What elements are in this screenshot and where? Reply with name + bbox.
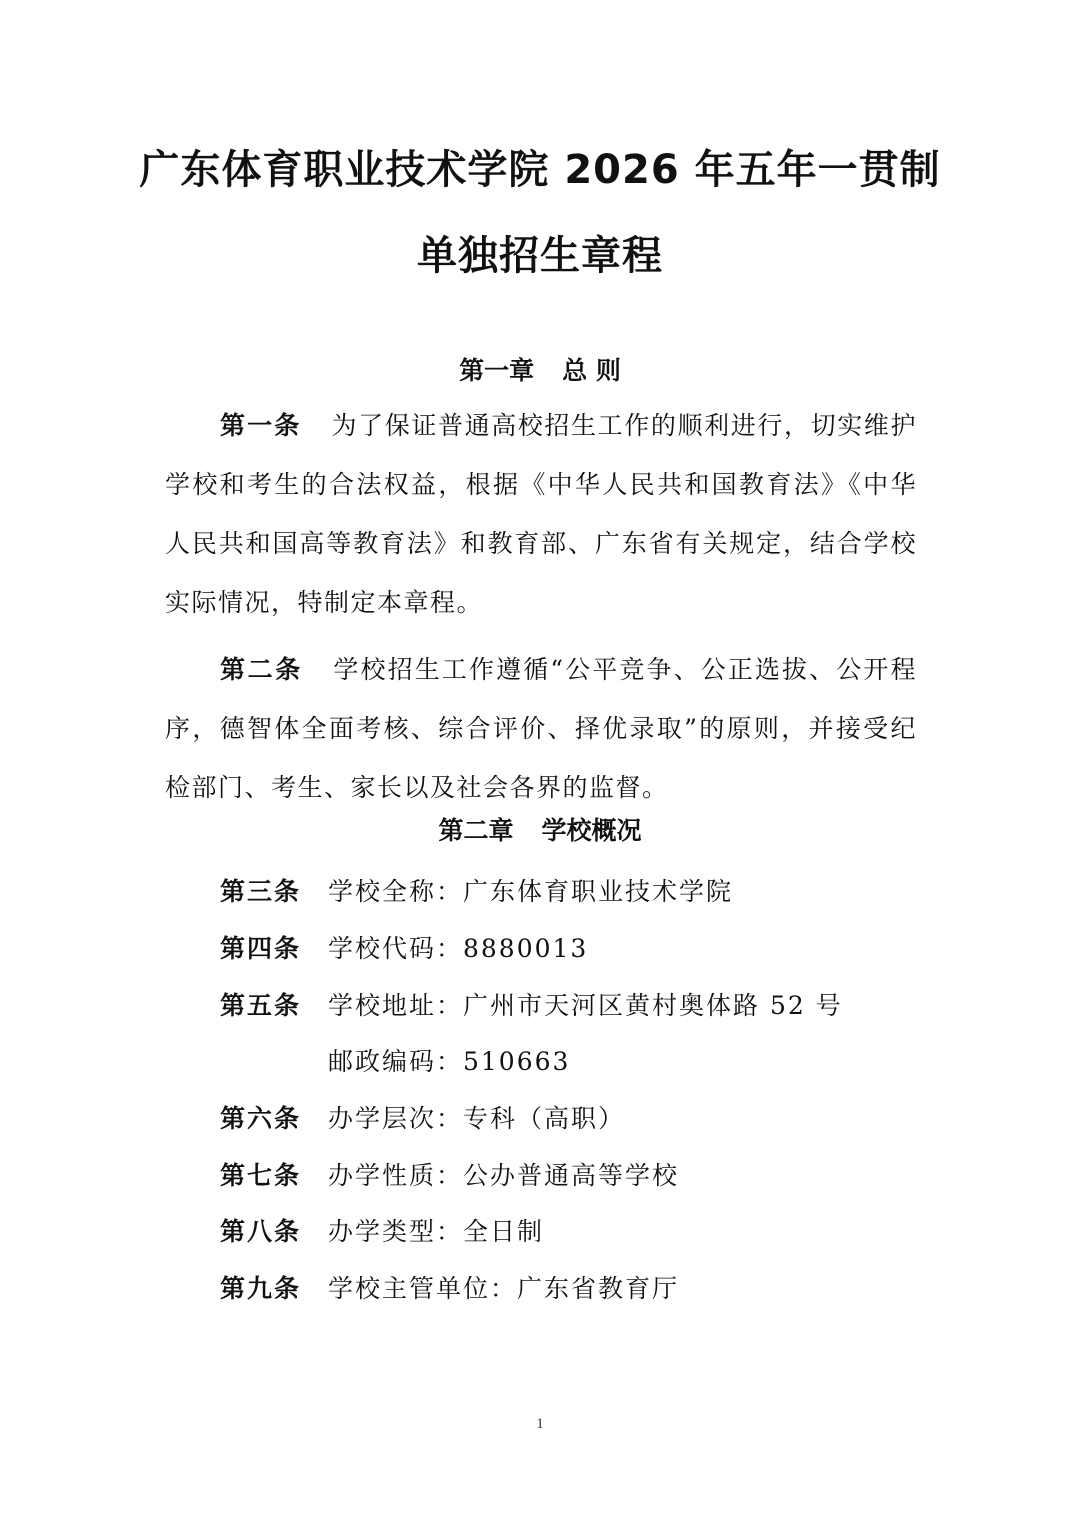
article-6-item	[220, 1102, 920, 1136]
chapter-2-heading	[0, 815, 1080, 847]
article-9-item	[220, 1272, 920, 1306]
article-1-label: 第一条	[220, 411, 302, 440]
article-8-text: 办学类型：全日制	[328, 1217, 545, 1246]
chapter-1-name: 总 则	[562, 356, 621, 385]
article-6-text: 办学层次：专科（高职）	[328, 1104, 626, 1133]
article-7-text: 办学性质：公办普通高等学校	[328, 1161, 680, 1190]
article-3-label: 第三条	[220, 877, 302, 906]
page-number: 1	[536, 1416, 544, 1432]
article-5-postal-code: 邮政编码：510663	[328, 1047, 571, 1076]
article-9-text: 学校主管单位：广东省教育厅	[328, 1274, 680, 1303]
chapter-2-number: 第二章	[438, 816, 514, 845]
article-2-label: 第二条	[220, 655, 303, 684]
article-1-text: 为了保证普通高校招生工作的顺利进行，切实维护学校和考生的合法权益，根据《中华人民共和国教育法》《中华人民共和国高等教育法》和教育部、广东省有关规定，结合学校实际情况，特制定本章程。	[165, 411, 917, 617]
article-5-label: 第五条	[220, 991, 302, 1020]
article-6-label: 第六条	[220, 1104, 302, 1133]
article-5-postal-item	[220, 1045, 920, 1079]
article-3-item	[220, 875, 920, 909]
chapter-2-name: 学校概况	[541, 816, 642, 845]
article-5-item	[220, 989, 920, 1023]
article-7-label: 第七条	[220, 1161, 302, 1190]
article-4-item	[220, 932, 920, 966]
article-5-text: 学校地址：广州市天河区黄村奥体路 52 号	[328, 991, 843, 1020]
article-2-paragraph	[165, 640, 917, 817]
chapter-1-number: 第一章	[459, 356, 535, 385]
article-4-label: 第四条	[220, 934, 302, 963]
chapter-1-heading	[0, 355, 1080, 387]
article-8-item	[220, 1215, 920, 1249]
article-4-text: 学校代码：8880013	[328, 934, 589, 963]
article-3-text: 学校全称：广东体育职业技术学院	[328, 877, 734, 906]
article-1-paragraph	[165, 396, 917, 632]
document-title-line-2: 单独招生章程	[417, 233, 663, 279]
article-7-item	[220, 1159, 920, 1193]
article-8-label: 第八条	[220, 1217, 302, 1246]
article-9-label: 第九条	[220, 1274, 302, 1303]
article-2-text: 学校招生工作遵循“公平竞争、公正选拔、公开程序，德智体全面考核、综合评价、择优录取”的原则，并接受纪检部门、考生、家长以及社会各界的监督。	[165, 655, 917, 802]
document-title-line-1: 广东体育职业技术学院 2026 年五年一贯制	[139, 147, 941, 193]
